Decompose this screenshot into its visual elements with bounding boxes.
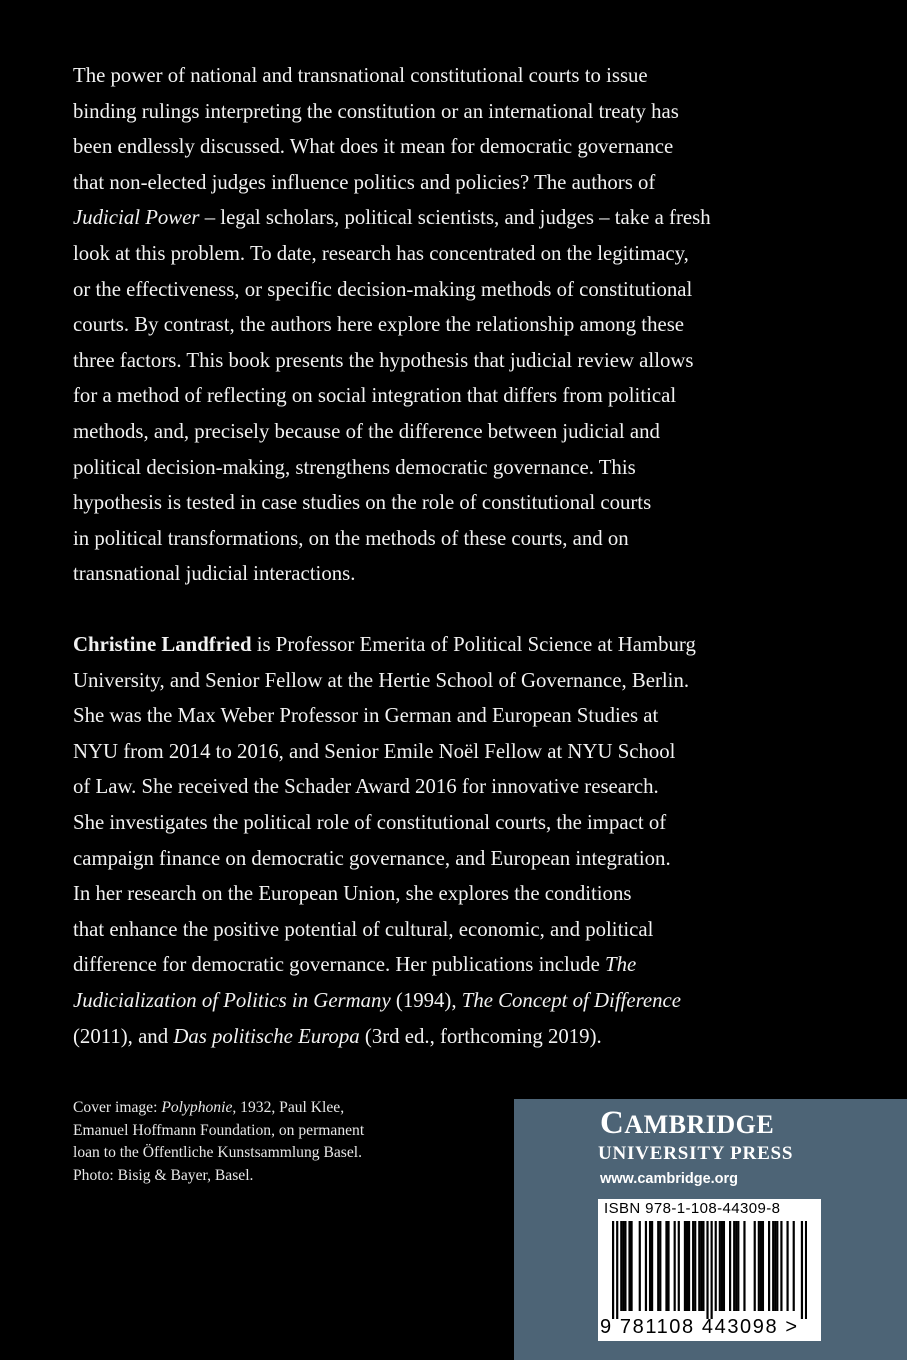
barcode-bars: [612, 1221, 807, 1319]
barcode-bar: [706, 1221, 708, 1319]
barcode-bar: [774, 1221, 776, 1311]
barcode-bar: [686, 1221, 688, 1311]
barcode-bar: [735, 1221, 737, 1311]
bio-line: [73, 983, 773, 1019]
description-text: or the effectiveness, or specific decision-making methods of constitutional: [73, 277, 693, 301]
isbn-number: ISBN 978-1-108-44309-8: [604, 1200, 781, 1217]
bio-text: (1994),: [390, 988, 462, 1012]
barcode-bar: [805, 1221, 807, 1319]
description-line: [73, 272, 773, 308]
bio-text: NYU from 2014 to 2016, and Senior Emile Noël Fellow at NYU School: [73, 739, 676, 763]
publisher-name: CAMBRIDGE: [600, 1105, 775, 1141]
bio-text: University, and Senior Fellow at the Hertie School of Governance, Berlin.: [73, 668, 690, 692]
bio-line: [73, 734, 773, 770]
barcode-bar: [620, 1221, 622, 1311]
barcode-bar: [651, 1221, 653, 1311]
barcode-bar: [612, 1221, 614, 1319]
barcode-bar: [776, 1221, 778, 1311]
barcode-bar: [754, 1221, 756, 1311]
barcode-bar: [743, 1221, 745, 1311]
bio-text: difference for democratic governance. Her publications include: [73, 953, 606, 977]
barcode-bar: [692, 1221, 694, 1311]
description-text: binding rulings interpreting the constitution or an international treaty has: [73, 99, 679, 123]
publisher-panel: [514, 1099, 907, 1360]
credit-text: Polyphonie: [161, 1099, 233, 1116]
description-text: for a method of reflecting on social integration that differs from political: [73, 384, 677, 408]
description-text: courts. By contrast, the authors here explore the relationship among these: [73, 313, 685, 337]
bio-line: [73, 841, 773, 877]
description-text: – legal scholars, political scientists, and judges – take a fresh: [199, 206, 711, 230]
barcode-bar: [622, 1221, 624, 1311]
barcode-bar: [698, 1221, 700, 1311]
description-text: three factors. This book presents the hypothesis that judicial review allows: [73, 348, 694, 372]
bio-line: [73, 1019, 773, 1055]
bio-line: [73, 805, 773, 841]
description-text: political decision-making, strengthens democratic governance. This: [73, 455, 636, 479]
barcode-bar: [657, 1221, 659, 1311]
description-text: that non-elected judges influence politics and policies? The authors of: [73, 170, 656, 194]
credit-text: Cover image:: [73, 1099, 162, 1116]
description-line: [73, 236, 773, 272]
barcode-bar: [702, 1221, 704, 1311]
bio-text: of Law. She received the Schader Award 2016 for innovative research.: [73, 775, 659, 799]
credit-line: [73, 1142, 473, 1165]
bio-text: (2011), and: [73, 1024, 174, 1048]
bio-text: campaign finance on democratic governance, and European integration.: [73, 846, 671, 870]
barcode-bar: [674, 1221, 676, 1311]
credit-line: [73, 1097, 473, 1120]
bio-text: that enhance the positive potential of cultural, economic, and political: [73, 917, 654, 941]
barcode-bar: [768, 1221, 770, 1311]
barcode-bar: [624, 1221, 626, 1311]
credit-text: , 1932, Paul Klee,: [232, 1099, 345, 1116]
publisher-url: www.cambridge.org: [600, 1171, 739, 1187]
barcode-bar: [630, 1221, 632, 1311]
description-line: [73, 307, 773, 343]
bio-text: Christine Landfried: [73, 633, 252, 656]
barcode-bar: [733, 1221, 735, 1311]
barcode-bar: [616, 1221, 618, 1319]
barcode-bar: [760, 1221, 762, 1311]
bio-line: [73, 876, 773, 912]
description-line: [73, 556, 773, 592]
barcode-bar: [667, 1221, 669, 1311]
barcode-bar: [737, 1221, 739, 1311]
barcode-bar: [678, 1221, 680, 1311]
barcode-bar: [715, 1221, 717, 1311]
barcode-bar: [780, 1221, 782, 1311]
credit-text: loan to the Öffentliche Kunstsammlung Basel.: [73, 1144, 363, 1161]
barcode-bar: [719, 1221, 721, 1311]
barcode-bar: [700, 1221, 702, 1311]
description-text: in political transformations, on the methods of these courts, and on: [73, 526, 629, 550]
barcode-bar: [762, 1221, 764, 1311]
barcode-bar: [721, 1221, 723, 1311]
publisher-subtitle: UNIVERSITY PRESS: [598, 1143, 794, 1164]
barcode-bar: [649, 1221, 651, 1311]
bio-text: Judicialization of Politics in Germany: [73, 988, 391, 1012]
bio-line: [73, 769, 773, 805]
barcode-bar: [688, 1221, 690, 1311]
barcode-bar: [628, 1221, 630, 1311]
cover-image-credit: [73, 1097, 473, 1187]
bio-text: Das politische Europa: [173, 1024, 360, 1048]
description-line: [73, 485, 773, 521]
bio-text: is Professor Emerita of Political Science at Hamburg: [251, 633, 696, 656]
bio-text: She was the Max Weber Professor in German and European Studies at: [73, 704, 659, 728]
barcode-label: [598, 1199, 821, 1341]
barcode-bar: [758, 1221, 760, 1311]
credit-text: Photo: Bisig & Bayer, Basel.: [73, 1166, 254, 1184]
barcode-digits: 9 781108 443098 >: [600, 1316, 799, 1338]
barcode-bar: [723, 1221, 725, 1311]
barcode-bar: [801, 1221, 803, 1319]
description-line: [73, 129, 773, 165]
bio-text: In her research on the European Union, she explores the conditions: [73, 882, 632, 906]
bio-text: The: [605, 953, 637, 977]
description-line: [73, 343, 773, 379]
barcode-bar: [665, 1221, 667, 1311]
description-text: methods, and, precisely because of the difference between judicial and: [73, 419, 660, 443]
bio-text: The Concept of Difference: [461, 988, 682, 1012]
bio-text: She investigates the political role of constitutional courts, the impact of: [73, 810, 667, 834]
description-line: [73, 94, 773, 130]
description-line: [73, 200, 773, 236]
description-text: hypothesis is tested in case studies on the role of constitutional courts: [73, 491, 652, 515]
barcode-bar: [729, 1221, 731, 1311]
barcode-bar: [772, 1221, 774, 1311]
credit-text: Emanuel Hoffmann Foundation, on permanent: [73, 1121, 365, 1139]
barcode-bar: [659, 1221, 661, 1311]
description-text: transnational judicial interactions.: [73, 562, 356, 586]
bio-line: [73, 698, 773, 734]
description-line: [73, 450, 773, 486]
bio-line: [73, 663, 773, 699]
bio-text: (3rd ed., forthcoming 2019).: [359, 1024, 602, 1048]
description-line: [73, 414, 773, 450]
description-text: The power of national and transnational constitutional courts to issue: [73, 64, 648, 87]
bio-line: [73, 912, 773, 948]
bio-line: [73, 947, 773, 983]
barcode-bar: [639, 1221, 641, 1311]
description-line: [73, 521, 773, 557]
barcode-bar: [684, 1221, 686, 1311]
credit-line: [73, 1120, 473, 1143]
description-line: [73, 378, 773, 414]
author-biography: [73, 627, 773, 1054]
description-line: [73, 165, 773, 201]
description-text: been endlessly discussed. What does it mean for democratic governance: [73, 135, 674, 159]
description-text: look at this problem. To date, research has concentrated on the legitimacy,: [73, 241, 689, 265]
book-description: [73, 58, 773, 592]
description-text: Judicial Power: [73, 206, 200, 230]
barcode-bar: [694, 1221, 696, 1311]
barcode-bar: [786, 1221, 788, 1311]
bio-line: [73, 627, 773, 663]
barcode-bar: [645, 1221, 647, 1311]
barcode-bar: [711, 1221, 713, 1319]
credit-line: [73, 1165, 473, 1188]
barcode-bar: [793, 1221, 795, 1311]
description-line: [73, 58, 773, 94]
